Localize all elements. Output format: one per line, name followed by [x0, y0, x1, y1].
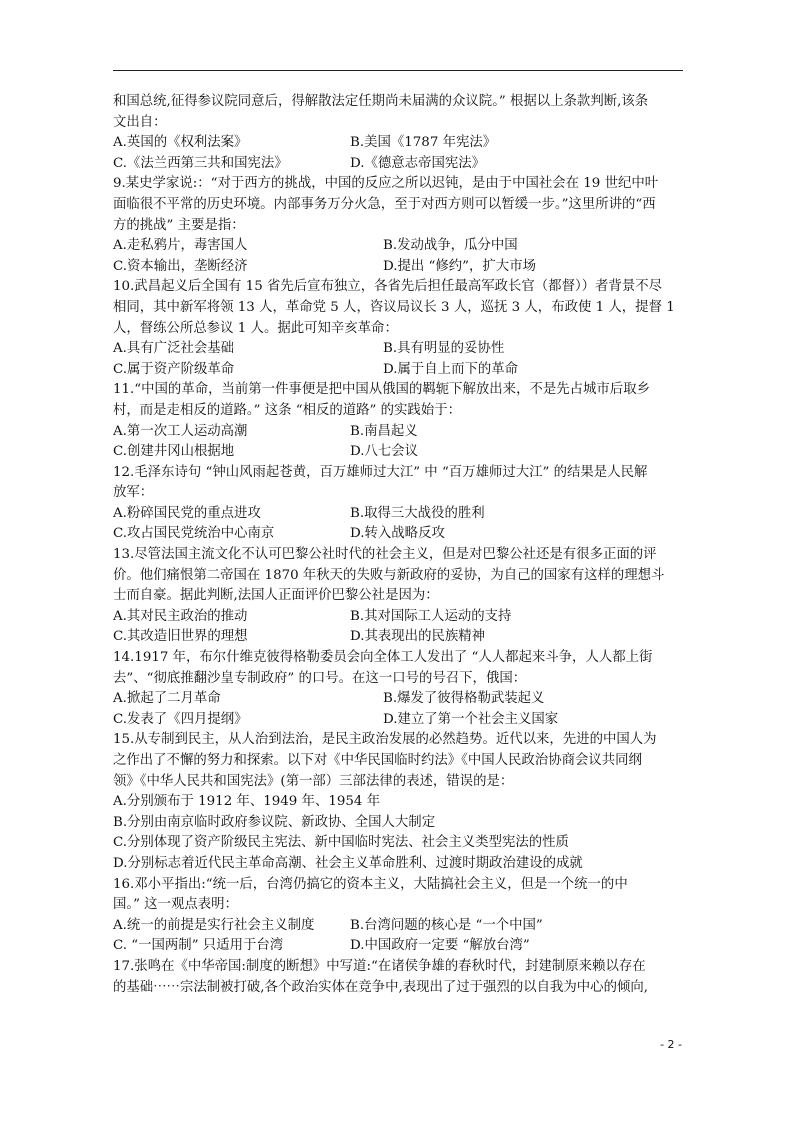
answer-option: D.转入战略反攻	[350, 526, 445, 542]
answer-option: B.取得三大战役的胜利	[350, 505, 485, 521]
answer-option: A.第一次工人运动高潮	[113, 423, 248, 439]
answer-option: C.攻占国民党统治中心南京	[113, 526, 275, 542]
answer-option: A.其对民主政治的推动	[113, 608, 248, 624]
text-line: 17.张鸣在《中华帝国:制度的断想》中写道:“在诸侯争雄的春秋时代，封建制原来赖以存在	[113, 958, 646, 974]
answer-option: C.创建井冈山根据地	[113, 444, 235, 460]
text-line: 国。” 这一观点表明：	[113, 897, 238, 913]
text-line: 相同，其中新军将领 13 人，革命党 5 人，咨议局议长 3 人，巡抚 3 人，布政使 1 人，提督 1	[113, 299, 675, 315]
option-row	[113, 607, 683, 628]
text-line: 9.某史学家说:：“对于西方的挑战，中国的反应之所以迟钝，是由于中国社会在 19 世纪中叶	[113, 176, 659, 192]
text-line: 人，督练公所总参议 1 人。据此可知辛亥革命：	[113, 320, 398, 336]
header-rule	[113, 70, 683, 71]
answer-option: A.英国的《权利法案》	[113, 135, 248, 151]
option-row	[113, 627, 683, 648]
text-line: 15.从专制到民主，从人治到法治，是民主政治发展的必然趋势。近代以来，先进的中国人为	[113, 732, 657, 748]
option-row	[113, 442, 683, 463]
text-line: 士而自豪。据此判断,法国人正面评价巴黎公社是因为：	[113, 588, 439, 604]
answer-option: B.台湾问题的核心是 “一个中国”	[350, 917, 543, 933]
exam-content	[113, 92, 683, 998]
page-number: - 2 -	[660, 1038, 682, 1051]
option-row	[113, 339, 683, 360]
answer-option: B.发动战争，瓜分中国	[383, 238, 518, 254]
answer-option: D.中国政府一定要 “解放台湾”	[350, 938, 530, 954]
option-row	[113, 936, 683, 957]
text-line: A.分别颁布于 1912 年、1949 年、1954 年	[113, 794, 381, 810]
option-row	[113, 689, 683, 710]
option-row	[113, 257, 683, 278]
answer-option: D.其表现出的民族精神	[350, 629, 486, 645]
answer-option: A.粉碎国民党的重点进攻	[113, 505, 261, 521]
option-row	[113, 236, 683, 257]
option-row	[113, 422, 683, 443]
answer-option: A.统一的前提是实行社会主义制度	[113, 917, 315, 933]
text-line: 之作出了不懈的努力和探索。以下对《中华民国临时约法》《中国人民政治协商会议共同纲	[113, 753, 642, 768]
answer-option: C.属于资产阶级革命	[113, 361, 235, 377]
answer-option: C.其改造旧世界的理想	[113, 629, 248, 645]
option-row	[113, 524, 683, 545]
text-line: 的基础⋯⋯宗法制被打破,各个政治实体在竞争中,表现出了过于强烈的以自我为中心的倾向,	[113, 979, 649, 995]
text-line: 文出自：	[113, 114, 167, 130]
option-row	[113, 504, 683, 525]
text-line: 10.武昌起义后全国有 15 省先后宣布独立，各省先后担任最高军政长官（都督））者背景不尽	[113, 279, 662, 295]
text-line: 村，而是走相反的道路。” 这条 “相反的道路” 的实践始于：	[113, 402, 461, 418]
answer-option: B.具有明显的妥协性	[383, 341, 505, 357]
answer-option: D.建立了第一个社会主义国家	[383, 711, 559, 727]
answer-option: C.资本输出，垄断经济	[113, 258, 248, 274]
text-line: 16.邓小平指出:“统一后，台湾仍搞它的资本主义，大陆搞社会主义，但是一个统一的中	[113, 876, 628, 892]
answer-option: B.爆发了彼得格勒武装起义	[383, 691, 545, 707]
answer-option: B.其对国际工人运动的支持	[350, 608, 512, 624]
text-line: 和国总统,征得参议院同意后，得解散法定任期尚未届满的众议院。” 根据以上条款判断,该条	[113, 94, 649, 109]
option-row	[113, 133, 683, 154]
text-line: 放军：	[113, 485, 154, 501]
text-line: 11.“中国的革命，当前第一件事便是把中国从俄国的羁轭下解放出来，不是先占城市后取乡	[113, 382, 650, 398]
text-line: D.分别标志着近代民主革命高潮、社会主义革命胜利、过渡时期政治建设的成就	[113, 855, 583, 871]
text-line: 14.1917 年，布尔什维克彼得格勒委员会向全体工人发出了 “人人都起来斗争，人人都上街	[113, 650, 653, 666]
answer-option: D.属于自上而下的革命	[383, 361, 519, 377]
option-row	[113, 154, 683, 175]
text-line: B.分别由南京临时政府参议院、新政协、全国人大制定	[113, 814, 436, 830]
option-row	[113, 710, 683, 731]
text-line: C.分别体现了资产阶级民主宪法、新中国临时宪法、社会主义类型宪法的性质	[113, 835, 569, 851]
text-line: 方的挑战” 主要是指：	[113, 217, 245, 233]
text-line: 12.毛泽东诗句 “钟山风雨起苍黄，百万雄师过大江” 中 “百万雄师过大江” 的结果是人民解	[113, 464, 648, 480]
text-line: 价。他们痛恨第二帝国在 1870 年秋天的失败与新政府的妥协，为自己的国家有这样的理想斗	[113, 567, 665, 583]
answer-option: A.走私鸦片，毒害国人	[113, 238, 248, 254]
answer-option: A.具有广泛社会基础	[113, 341, 235, 357]
text-line: 面临很不平常的历史环境。内部事务万分火急，至于对西方则可以暂缓一步。”这里所讲的“西	[113, 196, 656, 212]
answer-option: D.提出 “修约”，扩大市场	[383, 258, 536, 274]
text-line: 13.尽管法国主流文化不认可巴黎公社时代的社会主义，但是对巴黎公社还是有很多正面的评	[113, 547, 657, 563]
answer-option: A.掀起了二月革命	[113, 691, 221, 707]
answer-option: D.八七会议	[350, 444, 419, 460]
answer-option: C. “一国两制” 只适用于台湾	[113, 938, 284, 954]
answer-option: B.南昌起义	[350, 423, 418, 439]
option-row	[113, 916, 683, 937]
text-line: 领》《中华人民共和国宪法》(第一部）三部法律的表述，错误的是：	[113, 773, 514, 789]
option-row	[113, 360, 683, 381]
answer-option: D.《德意志帝国宪法》	[350, 155, 486, 171]
text-line: 去”、“彻底推翻沙皇专制政府” 的口号。在这一口号的号召下，俄国：	[113, 670, 527, 686]
answer-option: B.美国《1787 年宪法》	[350, 135, 497, 151]
answer-option: C.《法兰西第三共和国宪法》	[113, 155, 288, 171]
answer-option: C.发表了《四月提纲》	[113, 711, 248, 727]
